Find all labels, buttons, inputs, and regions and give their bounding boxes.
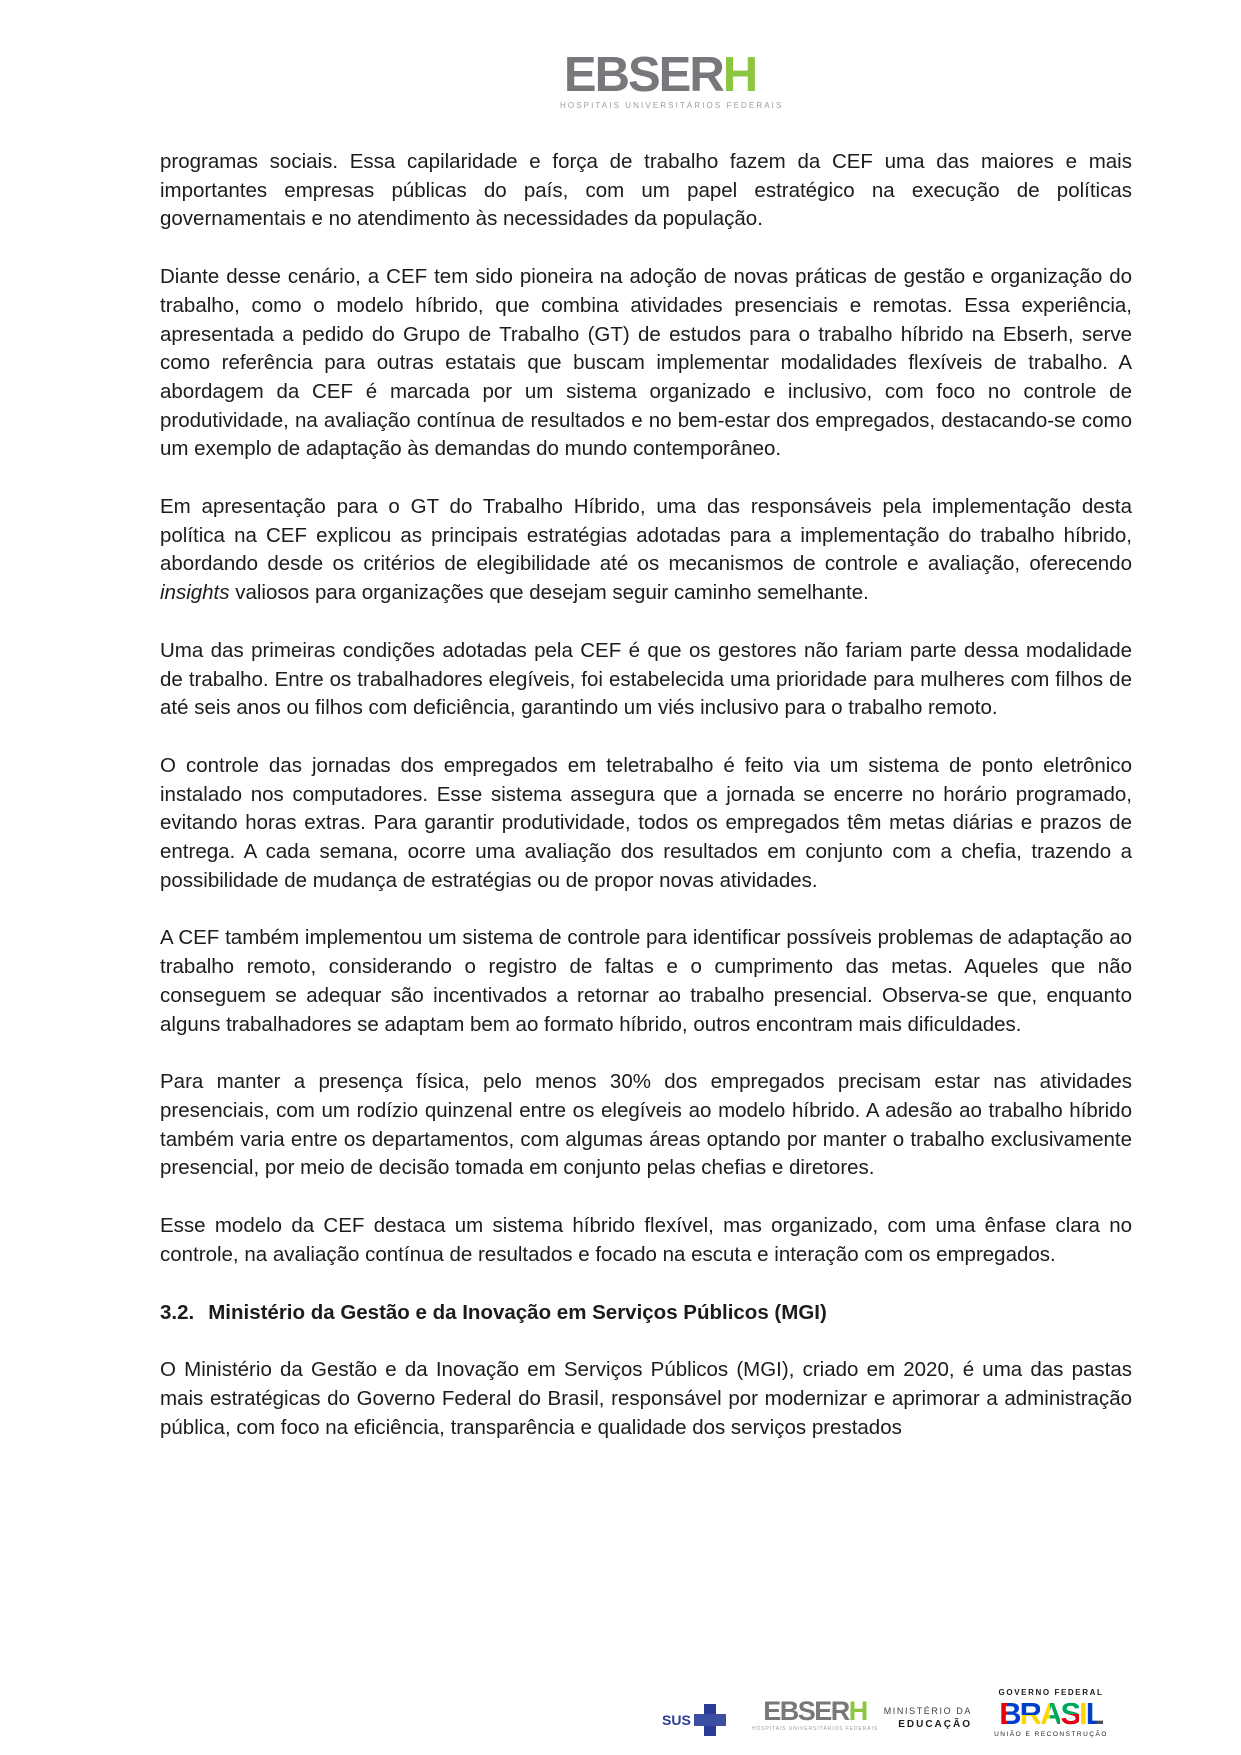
- ebserh-logo-subtitle: HOSPITAIS UNIVERSITÁRIOS FEDERAIS: [560, 101, 784, 110]
- ebserh-footer-logo: [750, 1698, 880, 1732]
- brasil-letter: B: [999, 1696, 1020, 1731]
- text-run: Uma das primeiras condições adotadas pela CEF é que os gestores não fariam parte dessa modalidade de trabalho. Entre os trabalhadores elegíveis, foi estabelecida uma prioridade para mulheres com filhos de até seis anos ou filhos com deficiência, garantindo um viés inclusivo para o trabalho remoto.: [160, 638, 1132, 720]
- paragraph: [160, 493, 1132, 608]
- governo-federal-label: GOVERNO FEDERAL: [998, 1688, 1104, 1697]
- text-run: Em apresentação para o GT do Trabalho Híbrido, uma das responsáveis pela implementação desta política na CEF explicou as principais estratégias adotadas para a implementação do trabalho híbrido, abordando desde os critérios de elegibilidade até os mecanismos de controle e avaliação, oferecendo: [160, 495, 1132, 576]
- ebserh-wordmark-gray: EBSER: [563, 48, 723, 102]
- brasil-letter: A: [1040, 1696, 1061, 1731]
- italic-text: insights: [160, 581, 230, 605]
- ebserh-footer-wordmark-gray: EBSER: [763, 1696, 849, 1726]
- ebserh-footer-subtitle: HOSPITAIS UNIVERSITÁRIOS FEDERAIS: [751, 1726, 878, 1732]
- paragraph: [160, 148, 1132, 234]
- education-ministry-line1: MINISTÉRIO DA: [883, 1706, 972, 1716]
- ebserh-wordmark-green: H: [722, 48, 757, 102]
- text-run: A CEF também implementou um sistema de controle para identificar possíveis problemas de adaptação ao trabalho remoto, considerando o registro de faltas e o cumprimento das metas. Aqueles que não conseguem se adequar são incentivados a retornar ao trabalho presencial. Observa-se que, enquanto alguns trabalhadores se adaptam bem ao formato híbrido, outros encontram mais dificuldades.: [160, 926, 1132, 1036]
- ebserh-logo: [560, 48, 784, 110]
- section-heading: [160, 1299, 1132, 1328]
- paragraph: [160, 263, 1132, 464]
- sus-cross-icon: [694, 1704, 726, 1736]
- paragraph: [160, 637, 1132, 723]
- text-run: Diante desse cenário, a CEF tem sido pioneira na adoção de novas práticas de gestão e organização do trabalho, como o modelo híbrido, que combina atividades presenciais e remotas. Essa experiência, apresentada a pedido do Grupo de Trabalho (GT) de estudos para o trabalho híbrido na Ebserh, serve como referência para outras estatais que buscam implementar modalidades flexíveis de trabalho. A abordagem da CEF é marcada por um sistema organizado e inclusivo, com foco no controle de produtividade, na avaliação contínua de resultados e no bem-estar dos empregados, destacando-se como um exemplo de adaptação às demandas do mundo contemporâneo.: [160, 265, 1132, 461]
- brasil-letter: I: [1079, 1696, 1086, 1731]
- text-run: Esse modelo da CEF destaca um sistema híbrido flexível, mas organizado, com uma ênfase clara no controle, na avaliação contínua de resultados e focado na escuta e interação com os empregados.: [160, 1214, 1132, 1266]
- paragraph: [160, 752, 1132, 896]
- section-heading-title: Ministério da Gestão e da Inovação em Serviços Públicos (MGI): [208, 1300, 827, 1324]
- governo-federal-logo: [988, 1688, 1114, 1738]
- brasil-letter: L: [1085, 1696, 1103, 1731]
- document-body: [160, 148, 1132, 1471]
- brasil-wordmark: [988, 1698, 1114, 1729]
- paragraph: [160, 1212, 1132, 1269]
- paragraphs-section-1: [160, 148, 1132, 1270]
- document-footer: [0, 1680, 1241, 1755]
- ebserh-wordmark: [560, 48, 760, 102]
- education-ministry-logo: [880, 1706, 972, 1730]
- text-run: programas sociais. Essa capilaridade e força de trabalho fazem da CEF uma das maiores e mais importantes empresas públicas do país, com um papel estratégico na execução de políticas governamentais e no atendimento às necessidades da população.: [160, 150, 1132, 231]
- sus-logo-label: SUS: [662, 1712, 691, 1728]
- ebserh-footer-wordmark: [750, 1698, 880, 1724]
- section-heading-number: 3.2.: [160, 1300, 195, 1324]
- text-run: O Ministério da Gestão e da Inovação em Serviços Públicos (MGI), criado em 2020, é uma das pastas mais estratégicas do Governo Federal do Brasil, responsável por modernizar e aprimorar a administração pública, com foco na eficiência, transparência e qualidade dos serviços prestados: [160, 1358, 1132, 1439]
- paragraphs-section-2: [160, 1356, 1132, 1442]
- uniao-reconstrucao-label: UNIÃO E RECONSTRUÇÃO: [994, 1731, 1108, 1738]
- brasil-letter: S: [1060, 1696, 1080, 1731]
- text-run: Para manter a presença física, pelo menos 30% dos empregados precisam estar nas atividades presenciais, com um rodízio quinzenal entre os elegíveis ao modelo híbrido. A adesão ao trabalho híbrido também varia entre os departamentos, com algumas áreas optando por manter o trabalho exclusivamente presencial, por meio de decisão tomada em conjunto pelas chefias e diretores.: [160, 1070, 1132, 1180]
- education-ministry-line2: EDUCAÇÃO: [898, 1719, 972, 1730]
- text-run: valiosos para organizações que desejam seguir caminho semelhante.: [229, 581, 869, 605]
- brasil-letter: R: [1019, 1696, 1041, 1731]
- ebserh-footer-wordmark-green: H: [848, 1696, 867, 1726]
- paragraph: [160, 924, 1132, 1039]
- text-run: O controle das jornadas dos empregados em teletrabalho é feito via um sistema de ponto eletrônico instalado nos computadores. Esse sistema assegura que a jornada se encerre no horário programado, evitando horas extras. Para garantir produtividade, todos os empregados têm metas diárias e prazos de entrega. A cada semana, ocorre uma avaliação dos resultados em conjunto com a chefia, trazendo a possibilidade de mudança de estratégias ou de propor novas atividades.: [160, 753, 1132, 892]
- sus-logo: [662, 1704, 726, 1736]
- paragraph: [160, 1356, 1132, 1442]
- paragraph: [160, 1068, 1132, 1183]
